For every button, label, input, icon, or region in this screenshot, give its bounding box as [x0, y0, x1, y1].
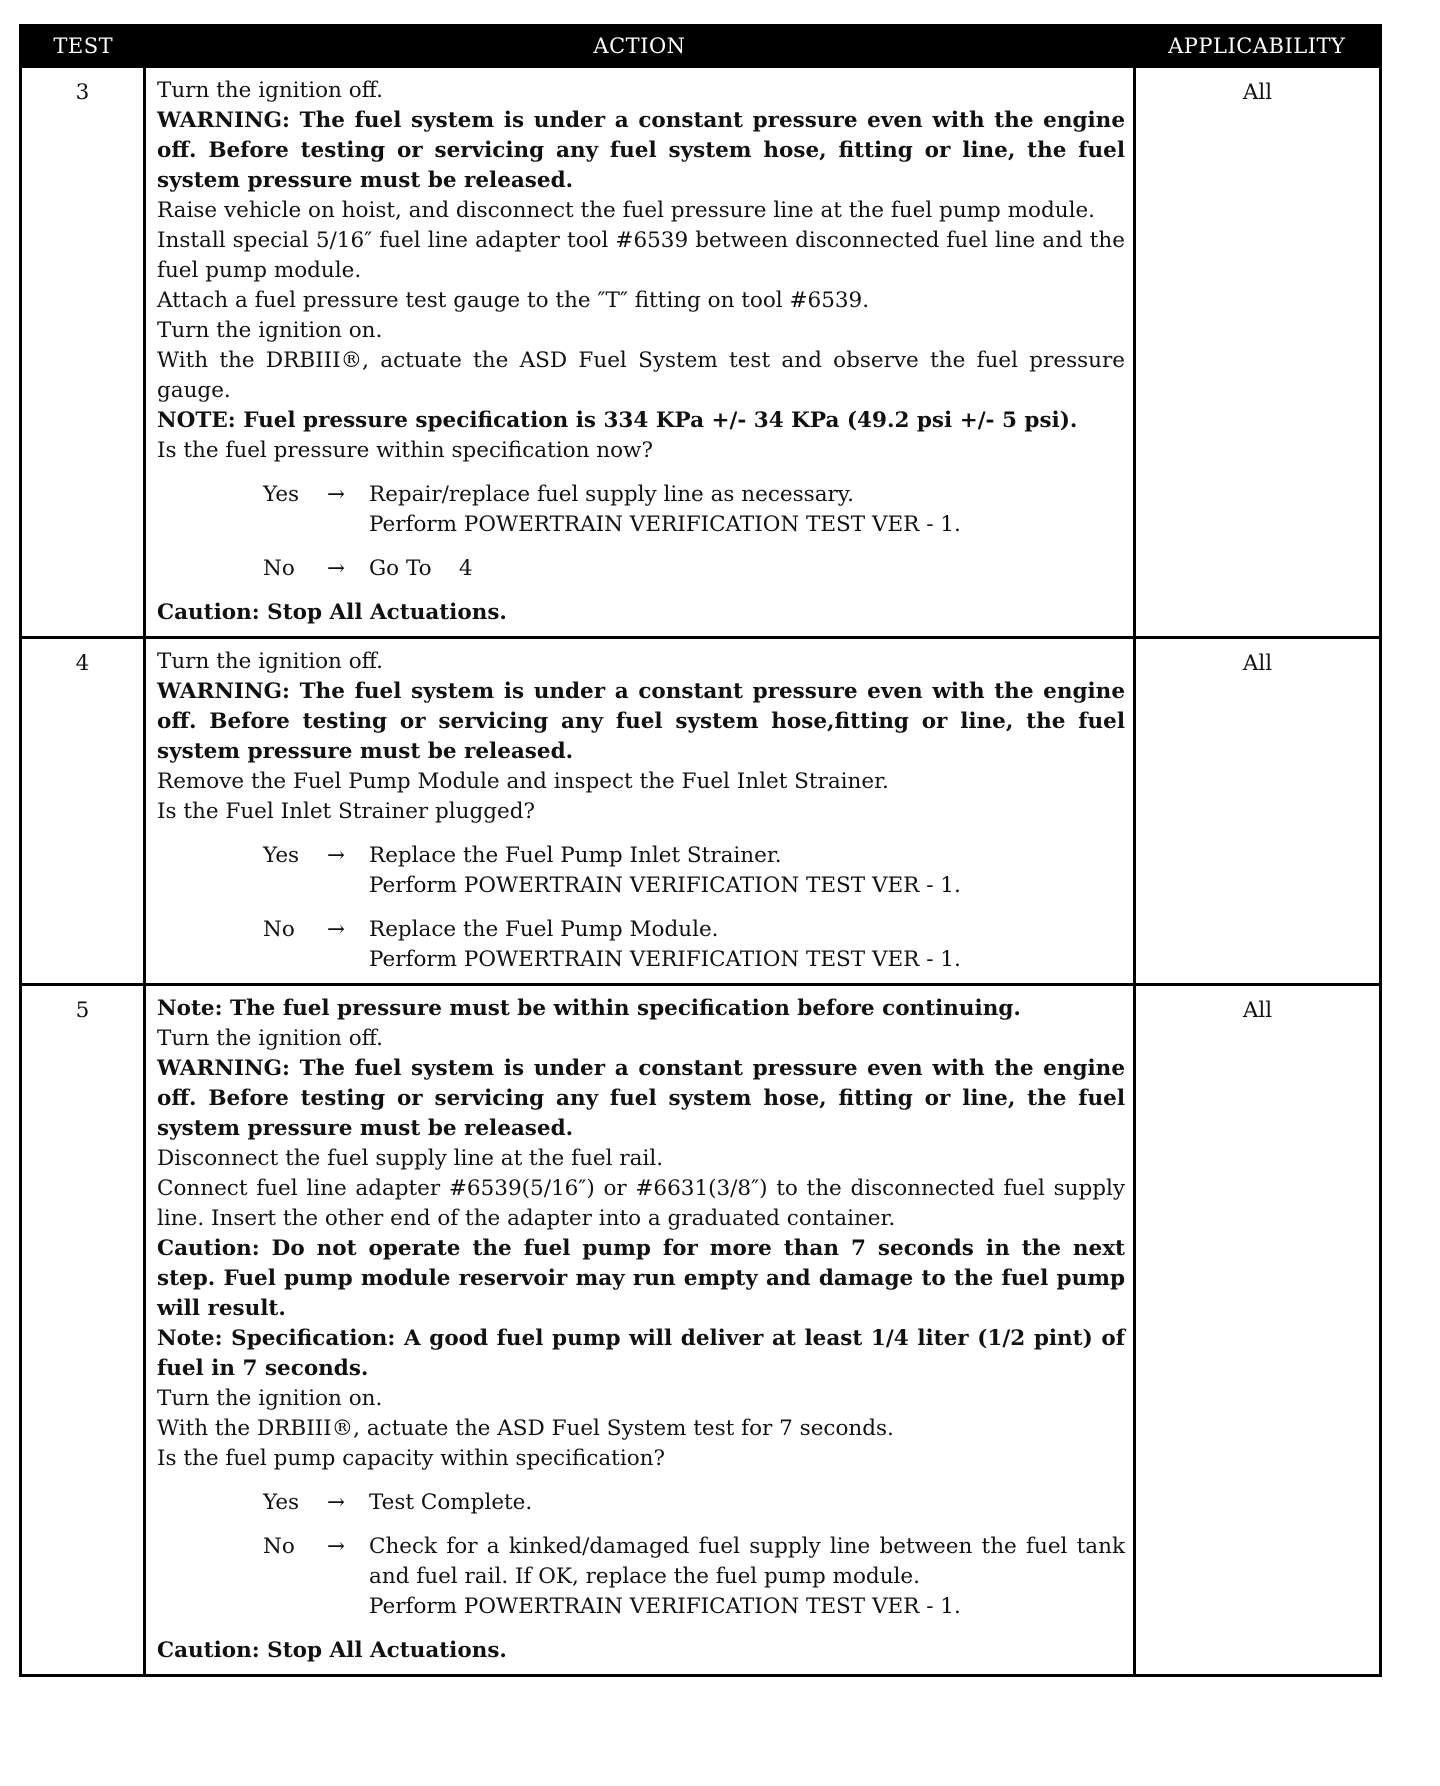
arrow-right-icon: → [327, 482, 346, 507]
step-text: Raise vehicle on hoist, and disconnect the fuel pressure line at the fuel pump module. [157, 198, 1096, 223]
document-page [19, 24, 1379, 1677]
answer-label: Yes [263, 843, 300, 868]
header-test: TEST [21, 26, 145, 67]
answer-result [369, 554, 1125, 584]
action-cell [145, 67, 1135, 638]
answer-no [157, 915, 1125, 975]
answer-label: Yes [263, 482, 300, 507]
arrow-right-icon: → [327, 843, 346, 868]
result-line: Replace the Fuel Pump Inlet Strainer. [369, 843, 782, 868]
note-text: Note: The fuel pressure must be within specification before continuing. [157, 996, 1021, 1021]
table-row [21, 638, 1381, 985]
step-text: Remove the Fuel Pump Module and inspect the Fuel Inlet Strainer. [157, 769, 889, 794]
question-text: Is the fuel pressure within specification now? [157, 438, 653, 463]
warning-text: WARNING: The fuel system is under a constant pressure even with the engine off. Before testing or servicing any fuel system hose, fitting or line, the fuel system pressure must be released. [157, 1056, 1125, 1141]
arrow-right-icon: → [327, 556, 346, 581]
result-line: Perform POWERTRAIN VERIFICATION TEST VER - 1. [369, 947, 961, 972]
step-text: Turn the ignition off. [157, 649, 383, 674]
step-text: Turn the ignition on. [157, 1386, 383, 1411]
question-text: Is the fuel pump capacity within specification? [157, 1446, 666, 1471]
result-line: Repair/replace fuel supply line as necessary. [369, 482, 854, 507]
header-action: ACTION [145, 26, 1135, 67]
test-number: 4 [21, 638, 145, 985]
test-number: 5 [21, 985, 145, 1676]
step-text: With the DRBIII®, actuate the ASD Fuel System test and observe the fuel pressure gauge. [157, 348, 1125, 403]
answer-label: No [263, 1534, 295, 1559]
test-number: 3 [21, 67, 145, 638]
warning-text: WARNING: The fuel system is under a constant pressure even with the engine off. Before testing or servicing any fuel system hose, fitting or line, the fuel system pressure must be released. [157, 108, 1125, 193]
step-text: Disconnect the fuel supply line at the fuel rail. [157, 1146, 664, 1171]
arrow-right-icon: → [327, 1534, 346, 1559]
caution-text: Caution: Do not operate the fuel pump for more than 7 seconds in the next step. Fuel pump module reservoir may run empty and damage to the fuel pump will result. [157, 1236, 1125, 1321]
action-cell [145, 985, 1135, 1676]
step-text: With the DRBIII®, actuate the ASD Fuel System test for 7 seconds. [157, 1416, 894, 1441]
result-line: Go To 4 [369, 556, 473, 581]
answer-label: Yes [263, 1490, 300, 1515]
result-line: Replace the Fuel Pump Module. [369, 917, 719, 942]
closing-caution: Caution: Stop All Actuations. [157, 1638, 507, 1663]
result-line: Perform POWERTRAIN VERIFICATION TEST VER - 1. [369, 873, 961, 898]
applicability-value: All [1135, 67, 1381, 638]
answer-result [369, 841, 1125, 901]
step-text: Turn the ignition on. [157, 318, 383, 343]
header-applicability: APPLICABILITY [1135, 26, 1381, 67]
answer-yes [157, 480, 1125, 540]
note-text: NOTE: Fuel pressure specification is 334 KPa +/- 34 KPa (49.2 psi +/- 5 psi). [157, 408, 1078, 433]
diagnostic-test-table [19, 24, 1382, 1677]
result-line: Perform POWERTRAIN VERIFICATION TEST VER - 1. [369, 1594, 961, 1619]
question-text: Is the Fuel Inlet Strainer plugged? [157, 799, 536, 824]
answer-yes [157, 841, 1125, 901]
action-cell [145, 638, 1135, 985]
answer-result [369, 1488, 1125, 1518]
answer-label: No [263, 556, 295, 581]
result-line: Check for a kinked/damaged fuel supply line between the fuel tank and fuel rail. If OK, replace the fuel pump module. [369, 1534, 1125, 1589]
warning-text: WARNING: The fuel system is under a constant pressure even with the engine off. Before testing or servicing any fuel system hose,fitting or line, the fuel system pressure must be released. [157, 679, 1125, 764]
answer-no [157, 1532, 1125, 1622]
table-row [21, 985, 1381, 1676]
table-row [21, 67, 1381, 638]
step-text: Turn the ignition off. [157, 1026, 383, 1051]
result-line: Perform POWERTRAIN VERIFICATION TEST VER - 1. [369, 512, 961, 537]
result-line: Test Complete. [369, 1490, 533, 1515]
table-header-row [21, 26, 1381, 67]
closing-caution: Caution: Stop All Actuations. [157, 600, 507, 625]
arrow-right-icon: → [327, 917, 346, 942]
answer-result [369, 915, 1125, 975]
answer-result [369, 1532, 1125, 1622]
step-text: Turn the ignition off. [157, 78, 383, 103]
step-text: Attach a fuel pressure test gauge to the ″T″ fitting on tool #6539. [157, 288, 870, 313]
note-text: Note: Specification: A good fuel pump will deliver at least 1/4 liter (1/2 pint) of fuel in 7 seconds. [157, 1326, 1125, 1381]
applicability-value: All [1135, 638, 1381, 985]
answer-yes [157, 1488, 1125, 1518]
step-text: Connect fuel line adapter #6539(5/16″) or #6631(3/8″) to the disconnected fuel supply line. Insert the other end of the adapter into a graduated container. [157, 1176, 1125, 1231]
applicability-value: All [1135, 985, 1381, 1676]
step-text: Install special 5/16″ fuel line adapter tool #6539 between disconnected fuel line and the fuel pump module. [157, 228, 1125, 283]
answer-result [369, 480, 1125, 540]
arrow-right-icon: → [327, 1490, 346, 1515]
answer-label: No [263, 917, 295, 942]
answer-no [157, 554, 1125, 584]
